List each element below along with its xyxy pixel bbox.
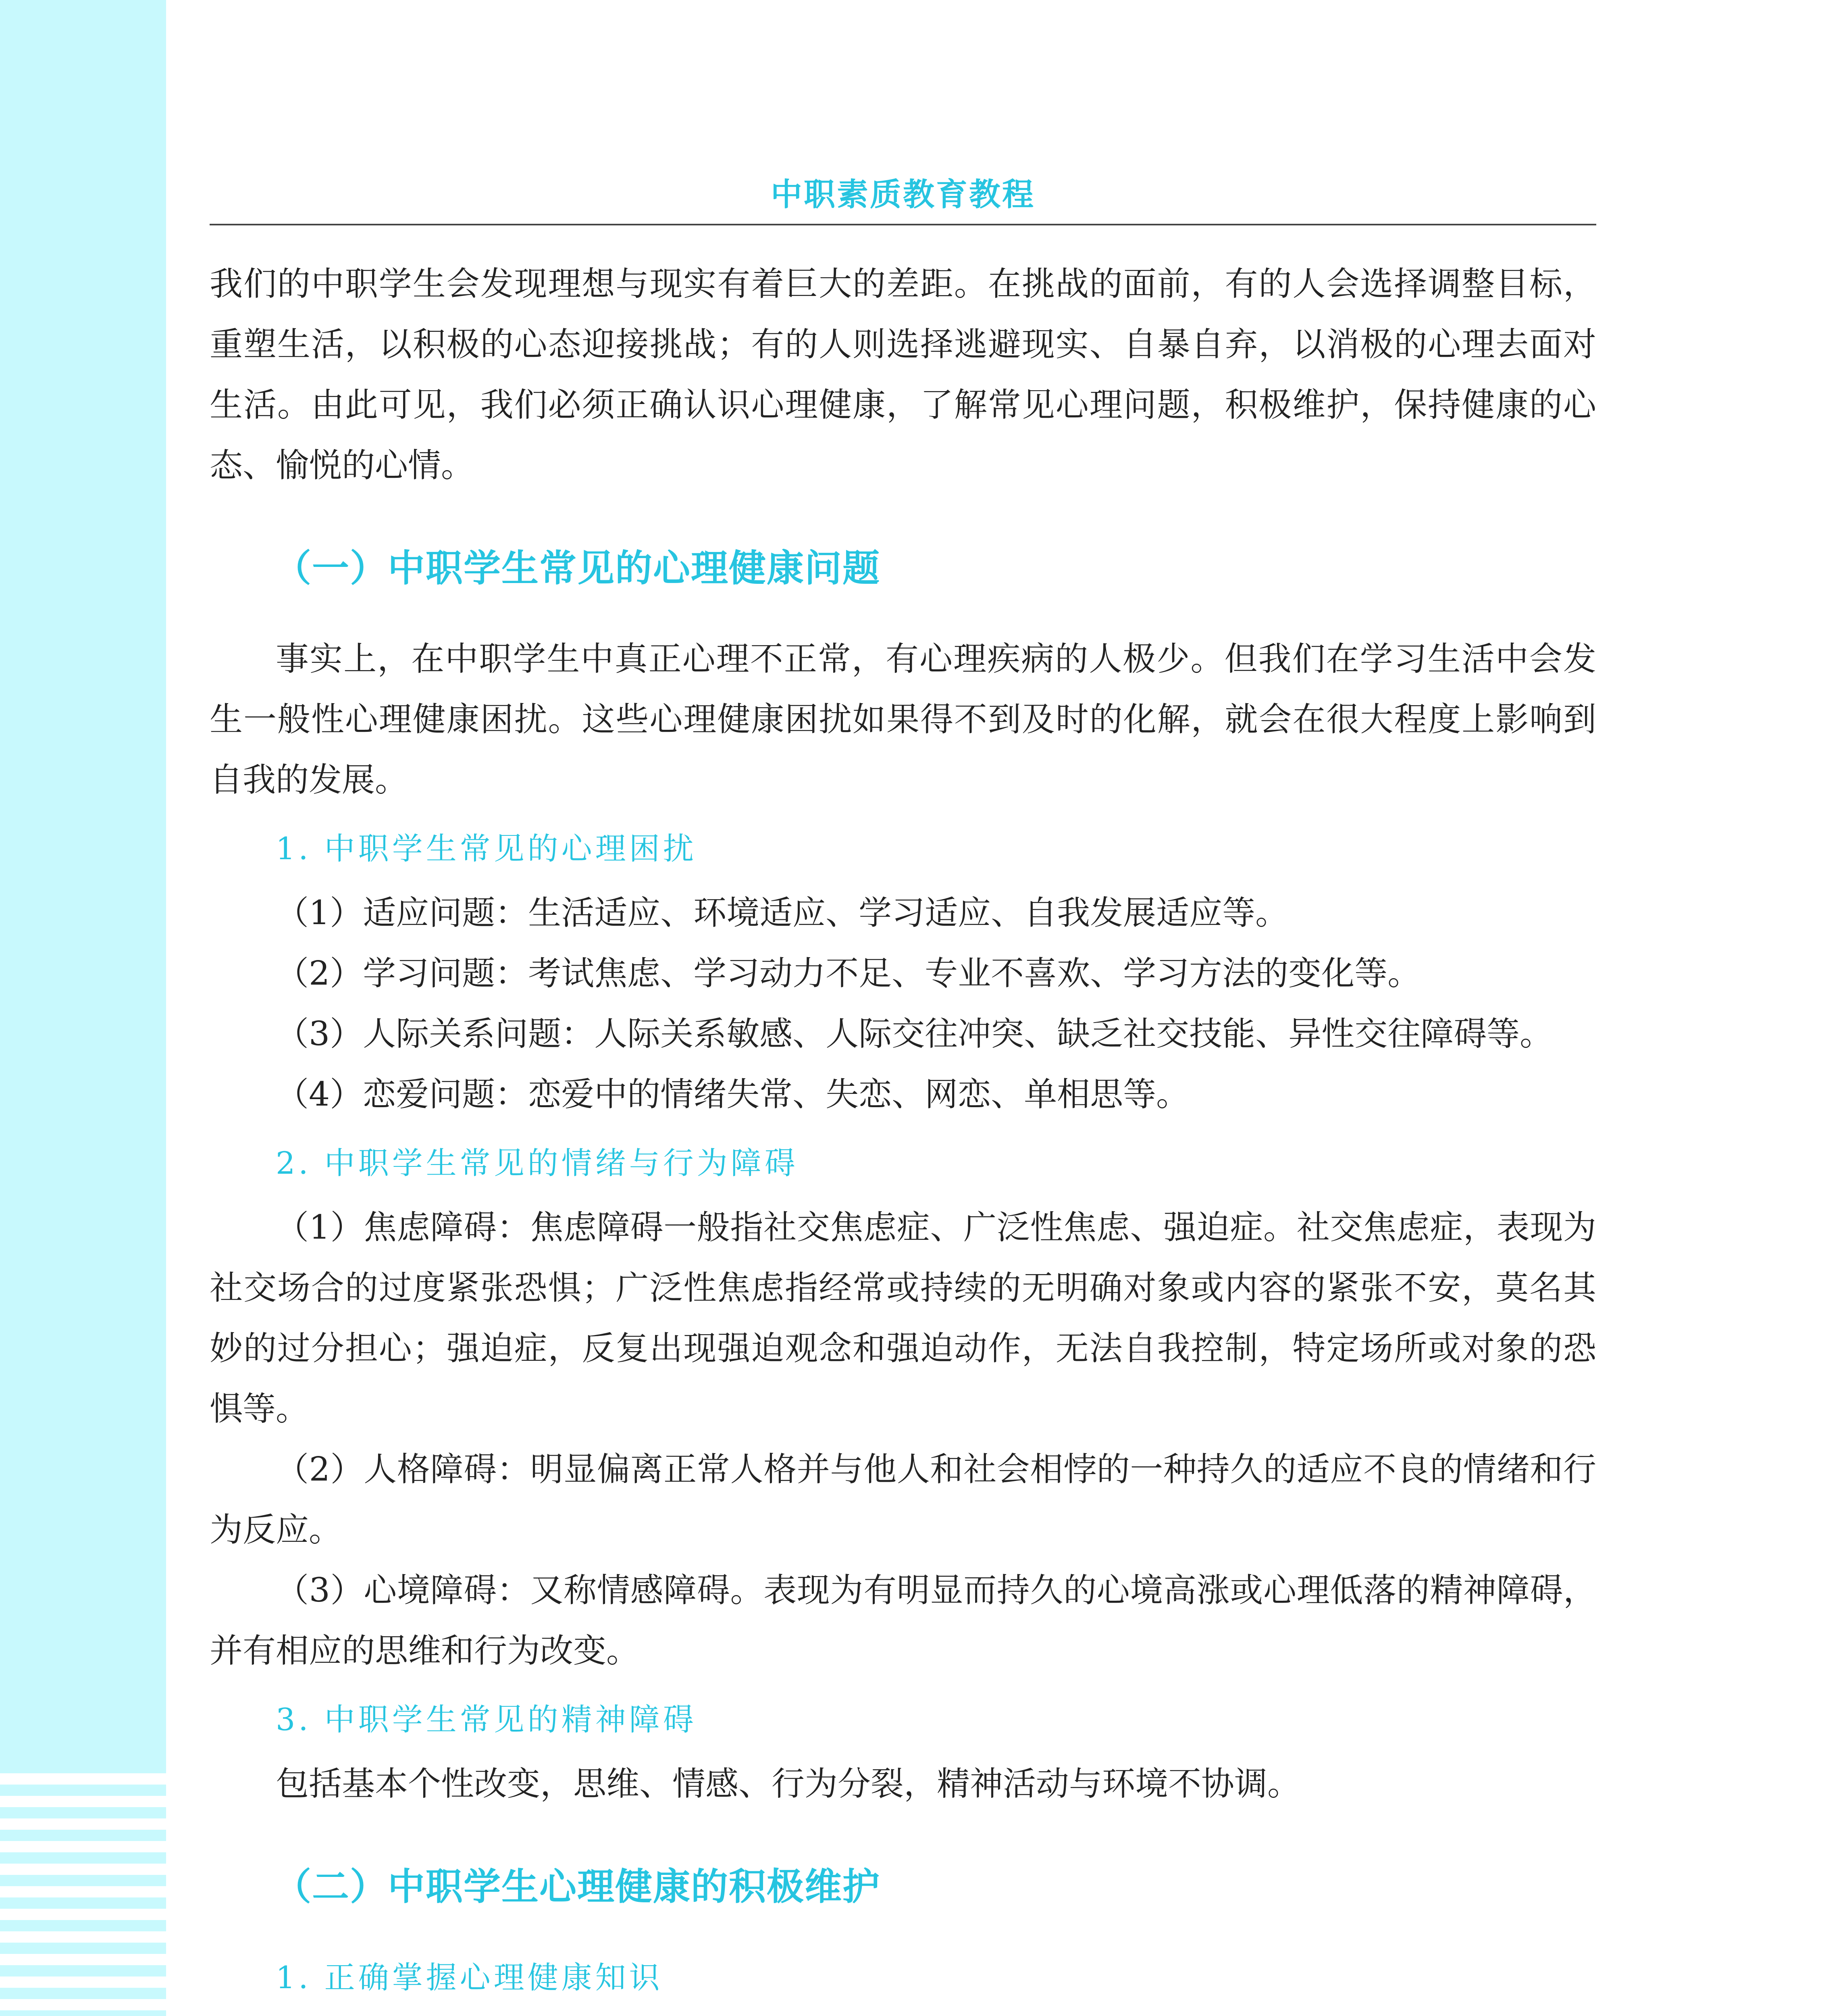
list-item: （1）适应问题：生活适应、环境适应、学习适应、自我发展适应等。 — [276, 894, 1289, 932]
header-rule — [210, 224, 1596, 225]
side-margin-stripes — [0, 1762, 166, 2016]
section1-paragraph: 事实上，在中职学生中真正心理不正常，有心理疾病的人极少。但我们在学习生活中会发生一般性心理健康困扰。这些心理健康困扰如果得不到及时的化解，就会在很大程度上影响到自我的发展。 — [210, 640, 1596, 799]
subheading-2-1: 1. 正确掌握心理健康知识 — [276, 1960, 663, 1995]
subheading-1-3: 3. 中职学生常见的精神障碍 — [276, 1702, 697, 1737]
subheading-1-1: 1. 中职学生常见的心理困扰 — [276, 831, 697, 866]
section-heading-2: （二）中职学生心理健康的积极维护 — [274, 1865, 881, 1908]
side-margin-band — [0, 0, 166, 1762]
list-item: （2）人格障碍：明显偏离正常人格并与他人和社会相悖的一种持久的适应不良的情绪和行为反应。 — [210, 1450, 1596, 1549]
list-item: （3）人际关系问题：人际关系敏感、人际交往冲突、缺乏社交技能、异性交往障碍等。 — [276, 1015, 1553, 1053]
list-item: （1）焦虑障碍：焦虑障碍一般指社交焦虑症、广泛性焦虑、强迫症。社交焦虑症，表现为社交场合的过度紧张恐惧；广泛性焦虑指经常或持续的无明确对象或内容的紧张不安，莫名其妙的过分担心；强迫症，反复出现强迫观念和强迫动作，无法自我控制，特定场所或对象的恐惧等。 — [210, 1208, 1596, 1428]
list-item: （3）心境障碍：又称情感障碍。表现为有明显而持久的心境高涨或心理低落的精神障碍，并有相应的思维和行为改变。 — [210, 1571, 1596, 1670]
intro-paragraph: 我们的中职学生会发现理想与现实有着巨大的差距。在挑战的面前，有的人会选择调整目标，重塑生活，以积极的心态迎接挑战；有的人则选择逃避现实、自暴自弃，以消极的心理去面对生活。由此可见，我们必须正确认识心理健康，了解常见心理问题，积极维护，保持健康的心态、愉悦的心情。 — [210, 265, 1596, 485]
subheading-1-2: 2. 中职学生常见的情绪与行为障碍 — [276, 1145, 799, 1181]
running-header: 中职素质教育教程 — [770, 177, 1035, 213]
section2-sub1-paragraph — [210, 2012, 1596, 2016]
page-body — [210, 254, 1596, 2016]
section1-sub3-paragraph: 包括基本个性改变，思维、情感、行为分裂，精神活动与环境不协调。 — [276, 1765, 1301, 1803]
list-item: （2）学习问题：考试焦虑、学习动力不足、专业不喜欢、学习方法的变化等。 — [276, 954, 1421, 993]
section-heading-1: （一）中职学生常见的心理健康问题 — [274, 547, 881, 590]
list-item: （4）恋爱问题：恋爱中的情绪失常、失恋、网恋、单相思等。 — [276, 1075, 1190, 1114]
